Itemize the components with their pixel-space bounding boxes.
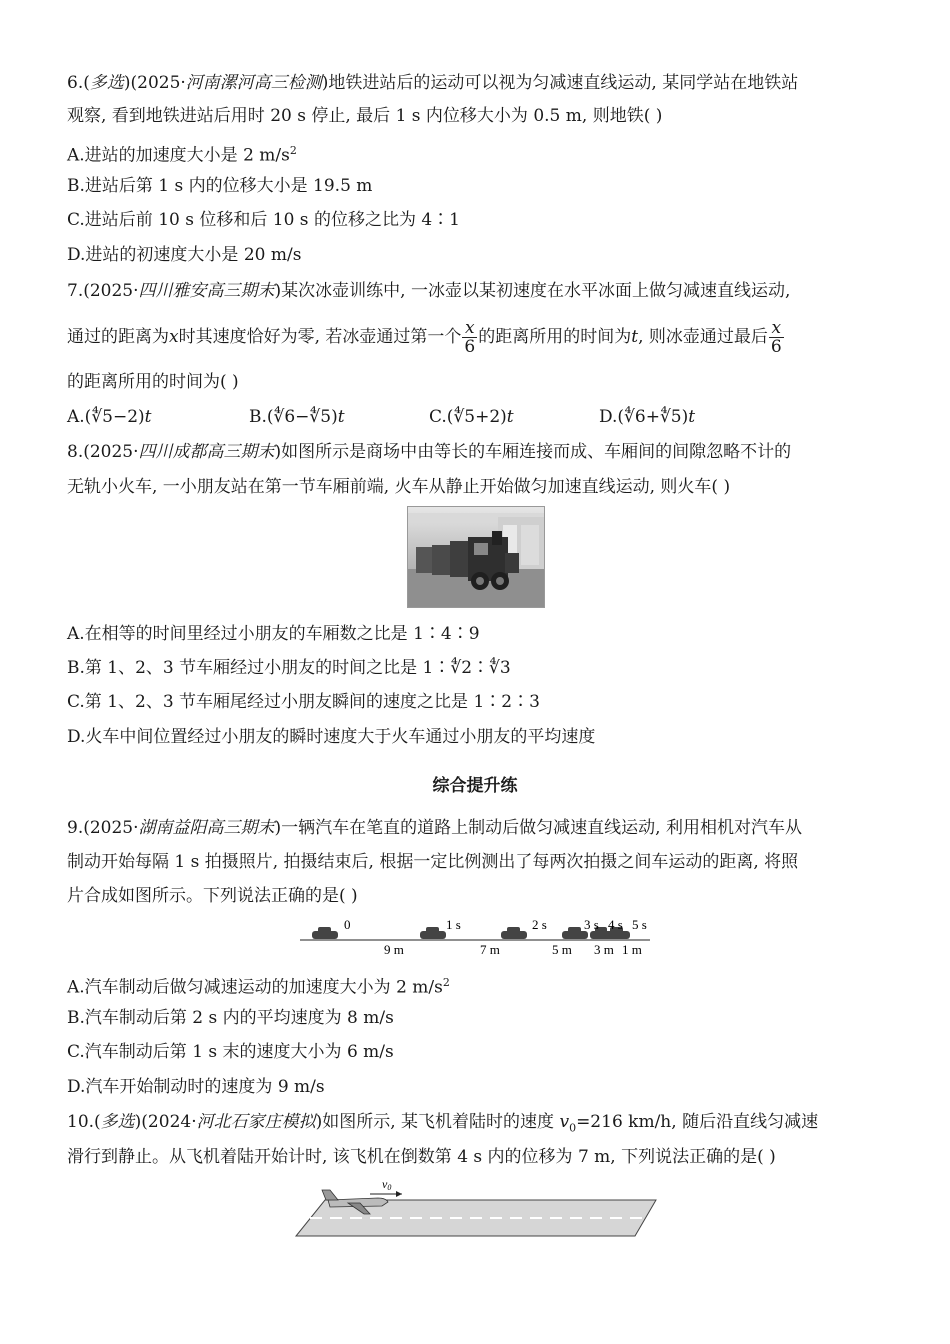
q6-source: 河南漯河高三检测 [185, 73, 322, 93]
q8-option-d[interactable]: D.火车中间位置经过小朋友的瞬时速度大于火车通过小朋友的平均速度 [67, 727, 596, 747]
fig-dist-1m: 1 m [622, 942, 642, 957]
q10-line1: 10.(多选)(2024·河北石家庄模拟)如图所示, 某飞机着陆时的速度 $v_0=216$ km/h, 随后沿直线匀减速 [67, 1112, 819, 1135]
q9-line3: 片合成如图所示。下列说法正确的是( ) [67, 886, 358, 906]
q6-line2: 观察, 看到地铁进站后用时 20 s 停止, 最后 1 s 内位移大小为 0.5 m, 则地铁( ) [67, 106, 663, 126]
q6-option-d[interactable]: D.进站的初速度大小是 20 m/s [67, 245, 302, 265]
car-braking-figure [290, 916, 660, 960]
q10-line2: 滑行到静止。从飞机着陆开始计时, 该飞机在倒数第 4 s 内的位移为 7 m, 下列说法正确的是( ) [67, 1147, 776, 1167]
q6-option-b[interactable]: B.进站后第 1 s 内的位移大小是 19.5 m [67, 176, 373, 196]
fig-time-1s: 1 s [446, 917, 461, 932]
q9-option-d[interactable]: D.汽车开始制动时的速度为 9 m/s [67, 1077, 325, 1097]
q7-option-d[interactable]: D.(∜6+∜5)t [599, 407, 696, 427]
fig-time-2s: 2 s [532, 917, 547, 932]
q7-option-b[interactable]: B.(∜6−∜5)t [249, 407, 345, 427]
fig-dist-7m: 7 m [480, 942, 500, 957]
fraction-x-over-6: $\frac{x}{6}$ [770, 318, 782, 357]
fig-time-4s: 4 s [608, 917, 623, 932]
q9-line2: 制动开始每隔 1 s 拍摄照片, 拍摄结束后, 根据一定比例测出了每两次拍摄之间车运动的距离, 将照 [67, 852, 799, 872]
q6-option-a[interactable]: A.进站的加速度大小是 2 $m/s^2$ [67, 144, 297, 166]
q10-tag: 多选 [100, 1112, 135, 1132]
fig-v0-label: v0 [382, 1177, 392, 1192]
q7-option-a[interactable]: A.(∜5−2)t [67, 407, 152, 427]
q9-option-b[interactable]: B.汽车制动后第 2 s 内的平均速度为 8 m/s [67, 1008, 394, 1028]
fraction-x-over-6: $\frac{x}{6}$ [464, 318, 476, 357]
q8-line2: 无轨小火车, 一小朋友站在第一节车厢前端, 火车从静止开始做匀加速直线运动, 则火车( ) [67, 477, 731, 497]
q7-source: 四川雅安高三期末 [138, 281, 275, 301]
q8-line1: 8.(2025·四川成都高三期末)如图所示是商场中由等长的车厢连接而成、车厢间的间隙忽略不计的 [67, 442, 792, 462]
q6-line1: 6.(多选)(2025·河南漯河高三检测)地铁进站后的运动可以视为匀减速直线运动, 某同学站在地铁站 [67, 73, 799, 93]
q10-source: 河北石家庄模拟 [196, 1112, 316, 1132]
q8-source: 四川成都高三期末 [138, 442, 275, 462]
q9-option-a[interactable]: A.汽车制动后做匀减速运动的加速度大小为 2 $m/s^2$ [67, 976, 450, 998]
q9-source: 湖南益阳高三期末 [138, 818, 275, 838]
q7-line1: 7.(2025·四川雅安高三期末)某次冰壶训练中, 一冰壶以某初速度在水平冰面上做匀减速直线运动, [67, 281, 791, 301]
section-title: 综合提升练 [432, 776, 518, 796]
q7-option-c[interactable]: C.(∜5+2)t [429, 407, 514, 427]
q9-option-c[interactable]: C.汽车制动后第 1 s 末的速度大小为 6 m/s [67, 1042, 394, 1062]
train-photo [407, 506, 545, 608]
fig-time-5s: 5 s [632, 917, 647, 932]
q7-line3: 的距离所用的时间为( ) [67, 372, 239, 392]
q6-tag: 多选 [89, 73, 124, 93]
fig-dist-5m: 5 m [552, 942, 572, 957]
q8-option-c[interactable]: C.第 1、2、3 节车厢尾经过小朋友瞬间的速度之比是 1∶2∶3 [67, 692, 540, 712]
q7-line2: 通过的距离为x时其速度恰好为零, 若冰壶通过第一个 $\frac{x}{6}$ 的距离所用的时间为t, 则冰壶通过最后 $\frac{x}{6}$ [67, 318, 782, 357]
airplane-runway-figure [290, 1176, 670, 1246]
fig-time-3s: 3 s [584, 917, 599, 932]
fig-dist-3m: 3 m [594, 942, 614, 957]
q8-option-b[interactable]: B.第 1、2、3 节车厢经过小朋友的时间之比是 1∶∜2∶∜3 [67, 658, 511, 678]
q8-option-a[interactable]: A.在相等的时间里经过小朋友的车厢数之比是 1∶4∶9 [67, 624, 480, 644]
fig-time-0: 0 [344, 917, 351, 932]
q9-line1: 9.(2025·湖南益阳高三期末)一辆汽车在笔直的道路上制动后做匀减速直线运动, 利用相机对汽车从 [67, 818, 802, 838]
q6-option-c[interactable]: C.进站后前 10 s 位移和后 10 s 的位移之比为 4∶1 [67, 210, 460, 230]
fig-dist-9m: 9 m [384, 942, 404, 957]
